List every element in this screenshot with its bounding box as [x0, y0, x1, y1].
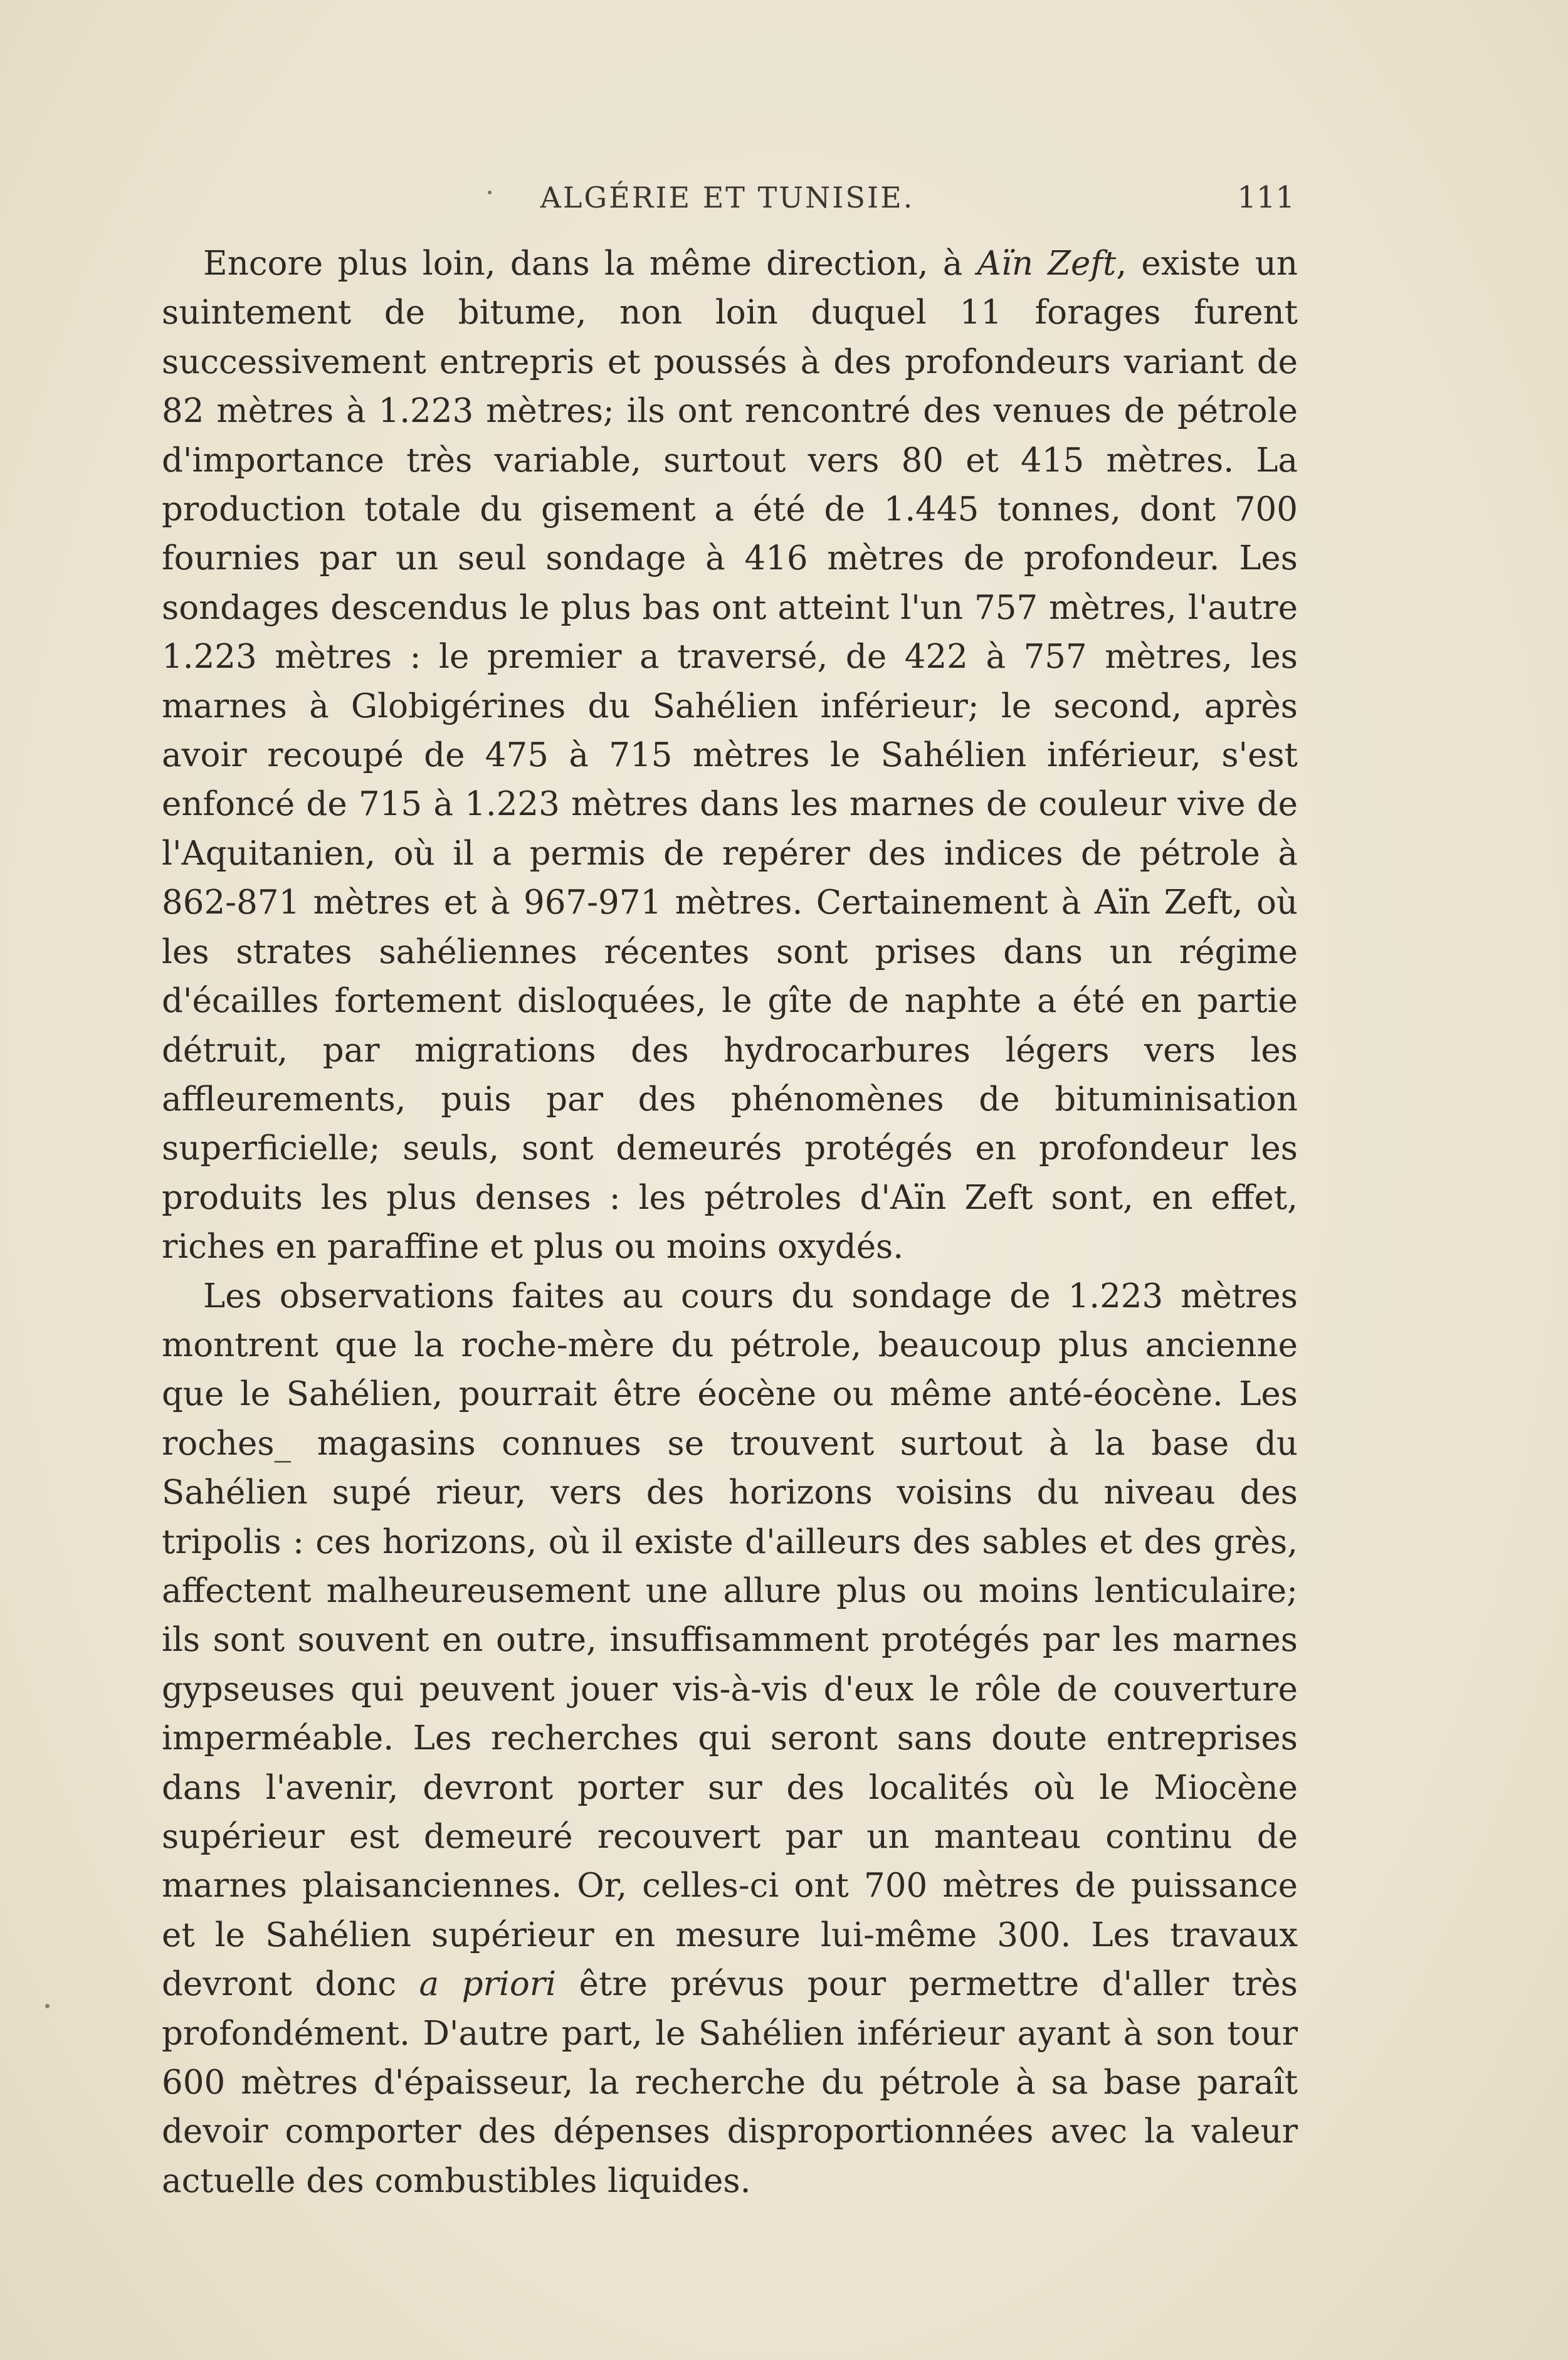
- page-number: 111: [1237, 180, 1295, 215]
- paragraph-2-part-1: Les observations faites au cours du sondage de 1.223 mètres montrent que la roche-mère du pétrole, beaucoup plus ancienne que le Sahélien, pourrait être éocène ou même anté-éocène. Les roches_ magasins connues se trouvent surtout à la base du Sahélien supé rieur, vers des horizons voisins du niveau des tripolis : ces horizons, où il existe d'ailleurs des sables et des grès, affectent malheureusement une allure plus ou moins lenticulaire; ils sont souvent en outre, insuffisamment protégés par les marnes gypseuses qui peuvent jouer vis-à-vis d'eux le rôle de couverture imperméable. Les recherches qui seront sans doute entreprises dans l'avenir, devront porter sur des localités où le Miocène supérieur est demeuré recouvert par un manteau continu de marnes plaisanciennes. Or, celles-ci ont 700 mètres de puissance et le Sahélien supérieur en mesure lui-même 300. Les travaux devront donc: [162, 1277, 1298, 2004]
- paragraph-1-part-1: Encore plus loin, dans la même direction, à: [203, 245, 977, 283]
- margin-speck: [45, 2004, 50, 2008]
- paragraph-2-part-2: être prévus pour permettre d'aller très profondément. D'autre part, le Sahélien inférieur ayant à son tour 600 mètres d'épaisseur, la recherche du pétrole à sa base paraît devoir comporter des dépenses disproportionnées avec la valeur actuelle des combustibles liquides.: [162, 1965, 1298, 2200]
- running-header: [163, 176, 1295, 219]
- place-name-italic: Aïn Zeft: [977, 245, 1117, 283]
- italic-phrase: a priori: [419, 1965, 557, 2004]
- paragraph-1-part-2: , existe un suintement de bitume, non loin duquel 11 forages furent successivement entrepris et poussés à des profondeurs variant de 82 mètres à 1.223 mètres; ils ont rencontré des venues de pétrole d'importance très variable, surtout vers 80 et 415 mètres. La production totale du gisement a été de 1.445 tonnes, dont 700 fournies par un seul sondage à 416 mètres de profondeur. Les sondages descendus le plus bas ont atteint l'un 757 mètres, l'autre 1.223 mètres : le premier a traversé, de 422 à 757 mètres, les marnes à Globigérines du Sahélien inférieur; le second, après avoir recoupé de 475 à 715 mètres le Sahélien inférieur, s'est enfoncé de 715 à 1.223 mètres dans les marnes de couleur vive de l'Aquitanien, où il a permis de repérer des indices de pétrole à 862-871 mètres et à 967-971 mètres. Certainement à Aïn Zeft, où les strates sahéliennes récentes sont prises dans un régime d'écailles fortement disloquées, le gîte de naphte a été en partie détruit, par migrations des hydrocarbures légers vers les affleurements, puis par des phénomènes de bituminisation superficielle; seuls, sont demeurés protégés en profondeur les produits les plus denses : les pétroles d'Aïn Zeft sont, en effet, riches en paraffine et plus ou moins oxydés.: [162, 245, 1298, 1267]
- paragraph-1: [162, 240, 1298, 1272]
- paragraph-2: [162, 1272, 1298, 2206]
- running-title: ALGÉRIE ET TUNISIE.: [540, 181, 915, 214]
- body-text: [162, 240, 1298, 2206]
